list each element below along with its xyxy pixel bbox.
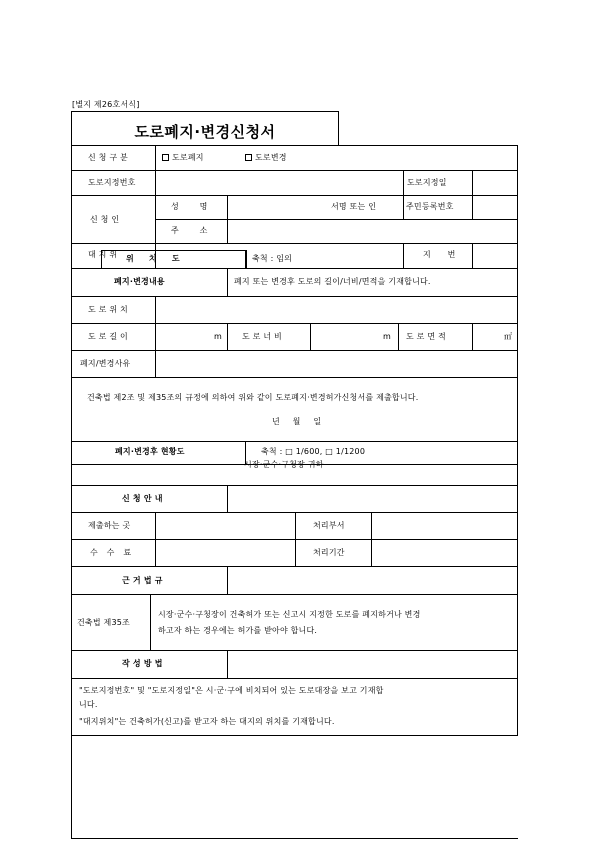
road-date-label: 도로지정일 xyxy=(407,178,447,187)
road-location-label: 도 로 위 치 xyxy=(88,305,128,314)
id-no-label: 주민등록번호 xyxy=(406,202,454,211)
legal-title: 근 거 법 규 xyxy=(122,576,163,585)
date-line: 년 월 일 xyxy=(272,417,322,426)
length-unit: m xyxy=(214,332,222,341)
status-map-label: 폐지·변경후 현황도 xyxy=(115,447,185,456)
legal-text-line1: 시장·군수·구청장이 건축허가 또는 신고시 지정한 도로를 폐지하거나 변경 xyxy=(158,610,421,619)
status-scale: 축척 : □ 1/600, □ 1/1200 xyxy=(261,447,366,456)
content-label: 폐지·변경내용 xyxy=(114,277,165,286)
submit-place-label: 제출하는 곳 xyxy=(88,521,131,530)
method-note2: "대지위치"는 건축허가(신고)를 받고자 하는 대지의 위치를 기재합니다. xyxy=(79,717,335,726)
method-note1-line1: "도로지정번호" 및 "도로지정일"은 시·군·구에 비치되어 있는 도로대장을 보고 기재합 xyxy=(79,686,384,695)
site-label: 대 지 위 xyxy=(88,250,118,259)
method-title: 작 성 방 법 xyxy=(122,659,163,668)
road-width-label: 도 로 너 비 xyxy=(242,332,282,341)
road-abolish-option[interactable]: 도로폐지 xyxy=(162,154,204,162)
reason-label: 폐지/변경사유 xyxy=(80,359,131,368)
road-no-label: 도로지정번호 xyxy=(88,178,136,187)
width-unit: m xyxy=(383,332,391,341)
application-type-label: 신 청 구 분 xyxy=(88,153,128,162)
applicant-label: 신 청 인 xyxy=(90,215,120,224)
fee-label: 수 수 료 xyxy=(90,548,132,557)
content-note: 폐지 또는 변경후 도로의 길이/너비/면적을 기재합니다. xyxy=(234,277,431,286)
law-label: 건축법 제35조 xyxy=(77,618,130,627)
guide-title: 신 청 안 내 xyxy=(122,494,163,503)
site-scale: 축척 : 임의 xyxy=(252,254,293,263)
checkbox-icon[interactable] xyxy=(245,154,252,161)
frame-right xyxy=(517,145,518,735)
area-unit: ㎡ xyxy=(504,332,513,341)
name-label: 성 명 xyxy=(171,202,208,211)
location-map-label: 위 치 도 xyxy=(126,254,180,263)
checkbox-icon[interactable] xyxy=(162,154,169,161)
frame-bottom xyxy=(71,838,518,839)
form-reference: [별지 제26호서식] xyxy=(72,100,140,109)
road-change-option[interactable]: 도로변경 xyxy=(245,154,287,162)
lot-no-label: 지 번 xyxy=(423,250,456,259)
addressee: 시장·군수·구청장 귀하 xyxy=(244,460,324,469)
dept-label: 처리부서 xyxy=(313,521,345,530)
road-area-label: 도 로 면 적 xyxy=(406,332,446,341)
period-label: 처리기간 xyxy=(313,548,345,557)
method-note1-line2: 니다. xyxy=(79,700,98,709)
legal-text-line2: 하고자 하는 경우에는 허가를 받아야 합니다. xyxy=(158,626,318,635)
address-label: 주 소 xyxy=(171,226,208,235)
road-length-label: 도 로 길 이 xyxy=(88,332,128,341)
declaration-text: 건축법 제2조 및 제35조의 규정에 의하여 위와 같이 도로폐지·변경허가신청서를 제출합니다. xyxy=(87,393,419,402)
form-title: 도로폐지·변경신청서 xyxy=(134,123,276,141)
sign-label: 서명 또는 인 xyxy=(331,202,377,211)
